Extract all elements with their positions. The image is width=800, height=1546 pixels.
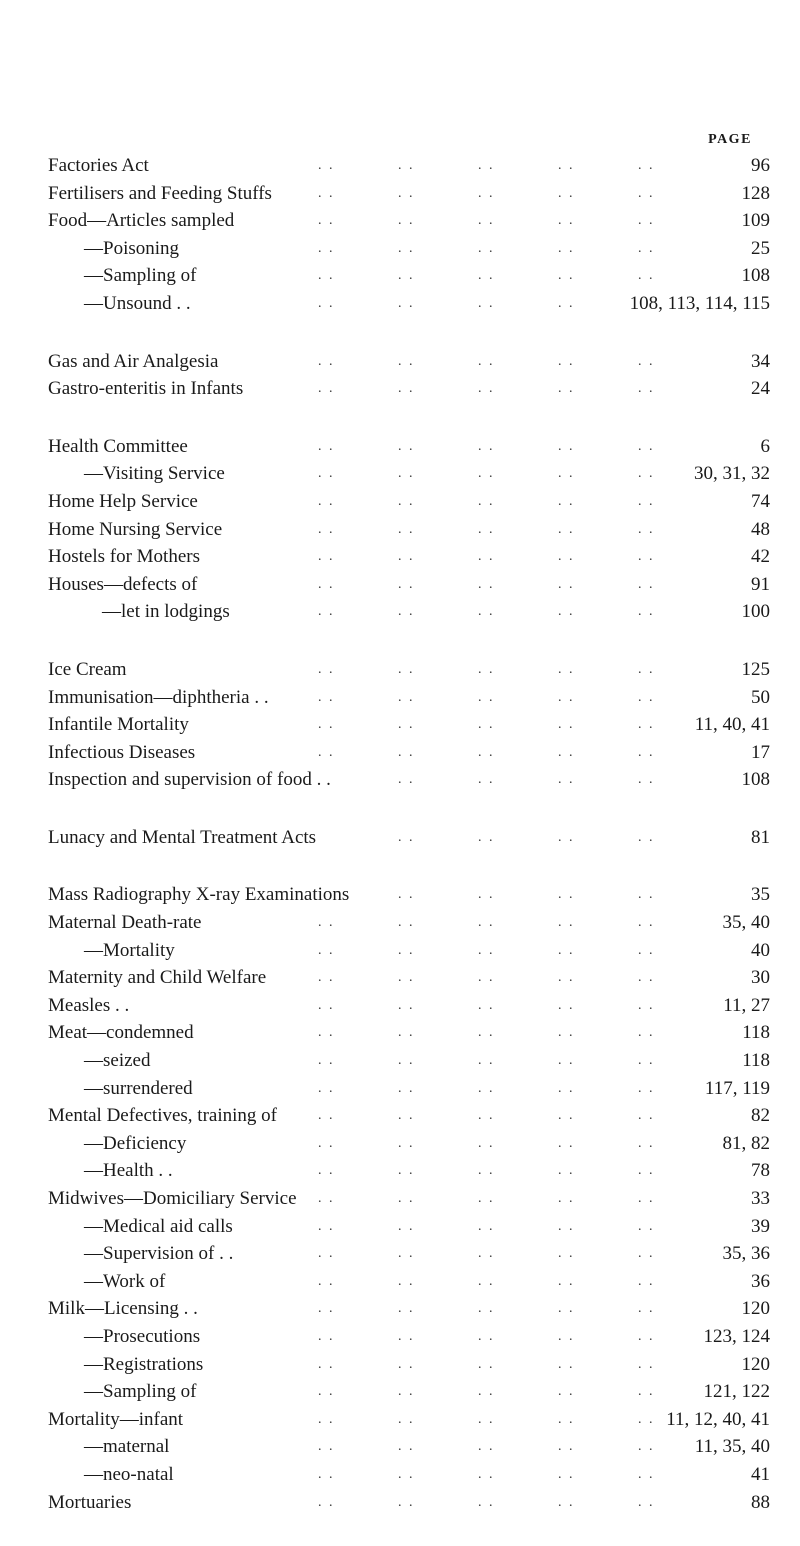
index-term: Mortuaries: [48, 1491, 132, 1513]
index-entry: [48, 1157, 770, 1185]
leader-dots: . . . . . . . . . .: [318, 661, 655, 677]
index-term: Houses—defects of: [48, 573, 198, 595]
index-entry: [48, 881, 770, 909]
leader-dots: . . . . . . . . . .: [318, 1218, 655, 1234]
leader-dots: . . . . . . . . . .: [318, 1025, 655, 1041]
index-term: Measles . .: [48, 994, 130, 1016]
index-page-numbers: 81, 82: [722, 1132, 770, 1154]
leader-dots: . . . . . . . . . .: [318, 1135, 655, 1151]
index-entry: [48, 543, 770, 571]
index-entry: [48, 348, 770, 376]
index-entry: [48, 516, 770, 544]
index-entry: [48, 1102, 770, 1130]
leader-dots: . . . . . . . . . .: [318, 381, 655, 397]
index-term: —let in lodgings: [102, 601, 230, 623]
index-term: Gastro-enteritis in Infants: [48, 378, 244, 400]
index-term: Hostels for Mothers: [48, 546, 200, 568]
index-entry: [48, 571, 770, 599]
index-entry: [48, 656, 770, 684]
leader-dots: . . . . . . . . . .: [318, 1053, 655, 1069]
leader-dots: . . . . . . . . . .: [318, 1301, 655, 1317]
leader-dots: . . . . . . . . . .: [318, 1411, 655, 1427]
leader-dots: . . . . . . . . . .: [318, 997, 655, 1013]
index-term: —Sampling of: [84, 265, 197, 287]
index-page-numbers: 35: [751, 884, 770, 906]
leader-dots: . . . . . . . . . .: [318, 466, 655, 482]
index-entry: [48, 152, 770, 180]
index-group: [48, 881, 770, 1516]
index-entry: [48, 207, 770, 235]
index-term: Health Committee: [48, 435, 188, 457]
leader-dots: . . . . . . . . . .: [318, 1163, 655, 1179]
leader-dots: . . . . . . . . . .: [318, 1080, 655, 1096]
index-group: [48, 348, 770, 403]
leader-dots: . . . . . . . . . .: [318, 604, 655, 620]
leader-dots: . . . . . . . .: [398, 887, 655, 903]
leader-dots: . . . . . . . . . .: [318, 576, 655, 592]
index-page-numbers: 11, 12, 40, 41: [666, 1408, 770, 1430]
index-page-numbers: 82: [751, 1105, 770, 1127]
index-page-numbers: 17: [751, 741, 770, 763]
index-term: —neo-natal: [84, 1463, 174, 1485]
index-entry: [48, 766, 770, 794]
index-page-numbers: 30: [751, 967, 770, 989]
index-page-numbers: 36: [751, 1270, 770, 1292]
index-page-numbers: 118: [742, 1022, 770, 1044]
index-page-numbers: 11, 27: [723, 994, 770, 1016]
index-group: [48, 656, 770, 794]
index-entry: [48, 1075, 770, 1103]
index-entry: [48, 1378, 770, 1406]
index-page-numbers: 91: [751, 573, 770, 595]
index-term: Midwives—Domiciliary Service: [48, 1188, 297, 1209]
leader-dots: . . . . . . . . . .: [318, 1384, 655, 1400]
index-term: Inspection and supervision of food . .: [48, 769, 331, 791]
index-page-numbers: 125: [741, 658, 770, 680]
index-page-numbers: 41: [751, 1463, 770, 1485]
index-list: [48, 152, 770, 1546]
leader-dots: . . . . . . . . . .: [318, 1328, 655, 1344]
index-page-numbers: 100: [741, 601, 770, 623]
index-term: —Supervision of . .: [84, 1243, 234, 1265]
index-entry: [48, 1406, 770, 1434]
index-entry: [48, 909, 770, 937]
index-entry: [48, 1240, 770, 1268]
index-group: [48, 152, 770, 318]
index-page-numbers: 11, 40, 41: [694, 714, 770, 736]
leader-dots: . . . . . . . . . .: [318, 549, 655, 565]
index-page-numbers: 74: [751, 490, 770, 512]
leader-dots: . . . . . . . . . .: [318, 1494, 655, 1510]
leader-dots: . . . . . . . . . .: [318, 1108, 655, 1124]
index-entry: [48, 937, 770, 965]
index-term: Infectious Diseases: [48, 741, 196, 763]
index-term: Maternal Death-rate: [48, 912, 202, 934]
index-entry: [48, 739, 770, 767]
index-entry: [48, 1019, 770, 1047]
index-entry: [48, 1295, 770, 1323]
index-entry: [48, 1351, 770, 1379]
index-page-numbers: 34: [751, 350, 770, 372]
index-page-numbers: 108, 113, 114, 115: [629, 292, 770, 314]
index-entry: [48, 824, 770, 852]
leader-dots: . . . . . . . . . .: [318, 1246, 655, 1262]
leader-dots: . . . . . . . . . .: [318, 158, 655, 173]
index-page-numbers: 123, 124: [703, 1325, 770, 1347]
leader-dots: . . . . . . . . . .: [318, 1356, 655, 1372]
index-entry: [48, 433, 770, 461]
index-page-numbers: 121, 122: [703, 1381, 770, 1403]
index-entry: [48, 1461, 770, 1489]
index-term: Milk—Licensing . .: [48, 1298, 198, 1320]
index-page-numbers: 50: [751, 686, 770, 708]
index-term: Gas and Air Analgesia: [48, 350, 219, 372]
index-term: —Visiting Service: [84, 463, 225, 485]
leader-dots: . . . . . . . . . .: [318, 744, 655, 760]
index-entry: [48, 1433, 770, 1461]
index-entry: [48, 684, 770, 712]
leader-dots: . . . . . . . . . .: [318, 185, 655, 201]
leader-dots: . . . . . . . . . .: [318, 689, 655, 705]
index-term: Maternity and Child Welfare: [48, 967, 267, 989]
index-entry: [48, 1489, 770, 1517]
index-page-numbers: 96: [751, 155, 770, 176]
index-page-numbers: 117, 119: [704, 1077, 770, 1099]
index-term: Factories Act: [48, 155, 149, 176]
index-term: Infantile Mortality: [48, 714, 189, 736]
index-term: Food—Articles sampled: [48, 210, 235, 232]
leader-dots: . . . . . . . . . .: [318, 521, 655, 537]
index-term: Immunisation—diphtheria . .: [48, 686, 269, 708]
index-term: —Sampling of: [84, 1381, 197, 1403]
index-group: [48, 433, 770, 626]
index-page-numbers: 108: [741, 265, 770, 287]
index-page-numbers: 33: [751, 1188, 770, 1209]
index-group: [48, 824, 770, 852]
index-page-numbers: 109: [741, 210, 770, 232]
leader-dots: . . . . . . . .: [398, 772, 655, 788]
index-entry: [48, 235, 770, 263]
index-term: Home Nursing Service: [48, 518, 223, 540]
index-entry: [48, 964, 770, 992]
index-entry: [48, 262, 770, 290]
index-page-numbers: 6: [760, 435, 770, 457]
leader-dots: . . . . . . . . . .: [318, 438, 655, 454]
index-page-numbers: 42: [751, 546, 770, 568]
leader-dots: . . . . . . . . . .: [318, 268, 655, 284]
leader-dots: . . . . . . . . . .: [318, 1191, 655, 1206]
index-term: Home Help Service: [48, 490, 198, 512]
index-entry: [48, 1185, 770, 1213]
leader-dots: . . . . . . . . . .: [318, 717, 655, 733]
leader-dots: . . . . . . . . . .: [318, 1273, 655, 1289]
index-entry: [48, 1047, 770, 1075]
index-entry: [48, 992, 770, 1020]
index-page-numbers: 81: [751, 826, 770, 848]
index-term: Mass Radiography X-ray Examinations: [48, 884, 350, 906]
index-term: Meat—condemned: [48, 1022, 194, 1044]
index-entry: [48, 180, 770, 208]
leader-dots: . . . . . . . . . .: [318, 353, 655, 369]
leader-dots: . . . . . . . . . .: [318, 1439, 655, 1455]
index-term: —seized: [84, 1050, 151, 1072]
index-term: —Registrations: [84, 1353, 204, 1375]
index-term: —Work of: [84, 1270, 166, 1292]
leader-dots: . . . . . . . . . .: [318, 942, 655, 958]
index-term: Fertilisers and Feeding Stuffs: [48, 182, 272, 204]
index-page-numbers: 25: [751, 237, 770, 259]
index-page-numbers: 11, 35, 40: [694, 1436, 770, 1458]
index-term: —Unsound . .: [84, 292, 191, 314]
index-page-numbers: 88: [751, 1491, 770, 1513]
index-term: —Health . .: [84, 1160, 173, 1182]
index-term: —maternal: [84, 1436, 170, 1458]
leader-dots: . . . . . . . . . .: [318, 240, 655, 256]
index-entry: [48, 1323, 770, 1351]
index-term: —Medical aid calls: [84, 1215, 233, 1237]
index-page-numbers: 35, 36: [722, 1243, 770, 1265]
index-page-numbers: 78: [751, 1160, 770, 1182]
index-term: Mental Defectives, training of: [48, 1105, 277, 1127]
index-term: —Deficiency: [84, 1132, 187, 1154]
index-page-numbers: 108: [741, 769, 770, 791]
index-page-numbers: 40: [751, 939, 770, 961]
index-entry: [48, 1130, 770, 1158]
leader-dots: . . . . . . . . . .: [318, 493, 655, 509]
leader-dots: . . . . . . . . . .: [318, 213, 655, 229]
index-entry: [48, 375, 770, 403]
index-entry: [48, 1213, 770, 1241]
leader-dots: . . . . . . . . . .: [318, 915, 655, 931]
leader-dots: . . . . . . . .: [398, 829, 655, 845]
leader-dots: . . . . . . . . . .: [318, 1466, 655, 1482]
index-term: —Poisoning: [84, 237, 180, 259]
index-term: Mortality—infant: [48, 1408, 184, 1430]
index-entry: [48, 711, 770, 739]
index-entry: [48, 290, 770, 318]
index-term: —Mortality: [84, 939, 175, 961]
index-entry: [48, 1268, 770, 1296]
page-column-heading: PAGE: [708, 132, 752, 147]
index-entry: [48, 488, 770, 516]
index-page-numbers: 48: [751, 518, 770, 540]
index-page-numbers: 118: [742, 1050, 770, 1072]
leader-dots: . . . . . . . .: [318, 295, 575, 311]
index-entry: [48, 598, 770, 626]
leader-dots: . . . . . . . . . .: [318, 970, 655, 986]
index-page-numbers: 30, 31, 32: [694, 463, 770, 485]
index-page-numbers: 120: [741, 1298, 770, 1320]
index-page-numbers: 24: [751, 378, 770, 400]
index-entry: [48, 460, 770, 488]
index-page-numbers: 35, 40: [722, 912, 770, 934]
index-term: —surrendered: [84, 1077, 193, 1099]
index-page-numbers: 120: [741, 1353, 770, 1375]
index-page-numbers: 128: [741, 182, 770, 204]
index-term: —Prosecutions: [84, 1325, 201, 1347]
index-term: Ice Cream: [48, 658, 127, 680]
index-page-numbers: 39: [751, 1215, 770, 1237]
index-term: Lunacy and Mental Treatment Acts: [48, 826, 317, 848]
